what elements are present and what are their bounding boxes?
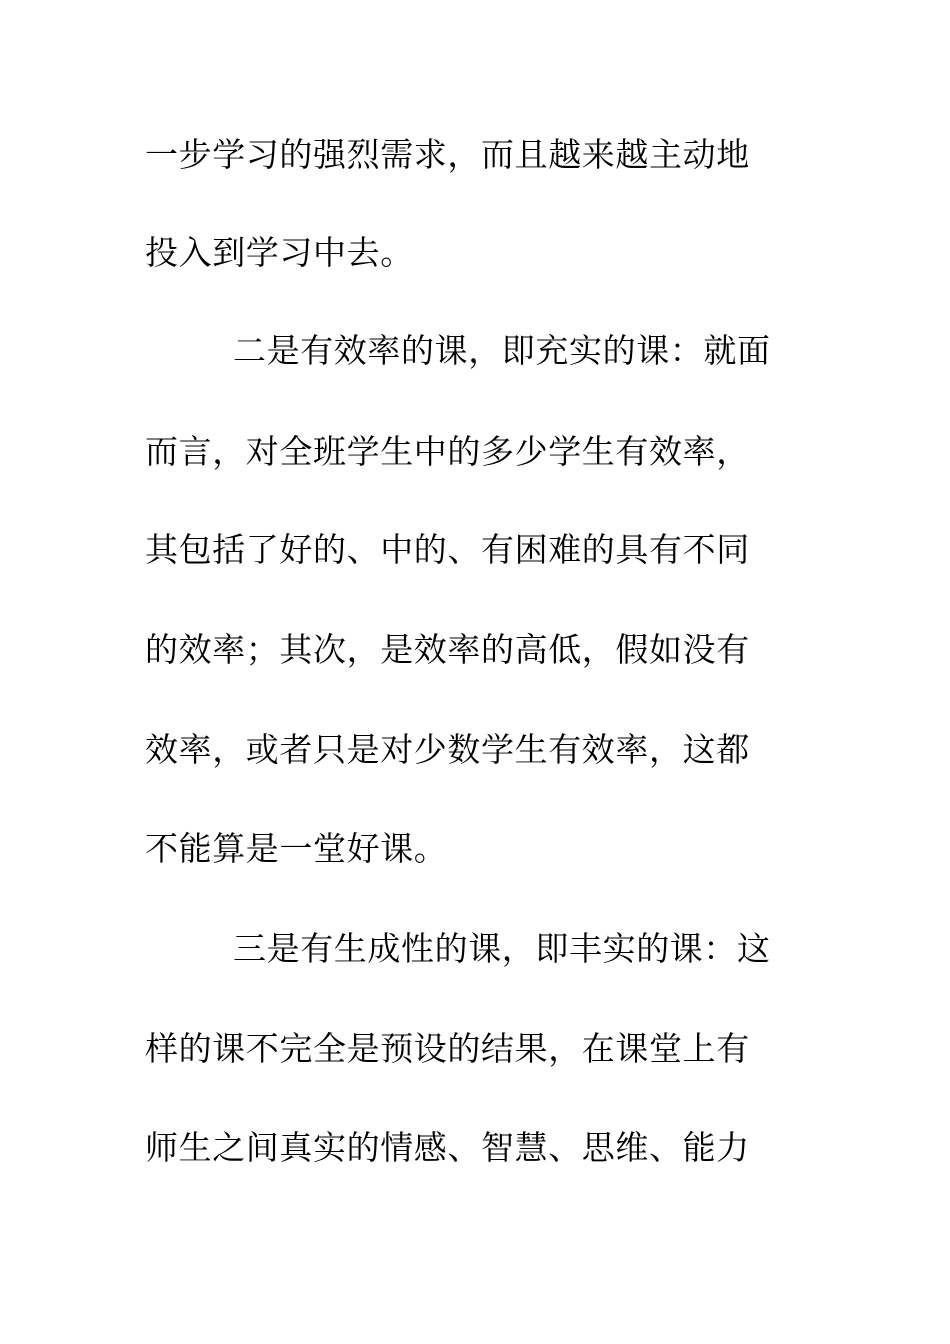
text-line-5: 其包括了好的、中的、有困难的具有不同 (145, 530, 750, 569)
text-line-8: 不能算是一堂好课。 (145, 829, 448, 868)
text-line-4: 而言，对全班学生中的多少学生有效率， (145, 432, 750, 471)
paragraph-2-first-line: 二是有效率的课，即充实的课：就面 (233, 331, 771, 370)
text-line-11: 师生之间真实的情感、智慧、思维、能力 (145, 1128, 750, 1167)
text-line-10: 样的课不完全是预设的结果，在课堂上有 (145, 1029, 750, 1068)
text-line-7: 效率，或者只是对少数学生有效率，这都 (145, 730, 750, 769)
text-line-1: 一步学习的强烈需求，而且越来越主动地 (145, 135, 750, 174)
paragraph-3-first-line: 三是有生成性的课，即丰实的课：这 (233, 929, 771, 968)
text-line-6: 的效率；其次，是效率的高低，假如没有 (145, 630, 750, 669)
text-line-2: 投入到学习中去。 (145, 233, 414, 272)
